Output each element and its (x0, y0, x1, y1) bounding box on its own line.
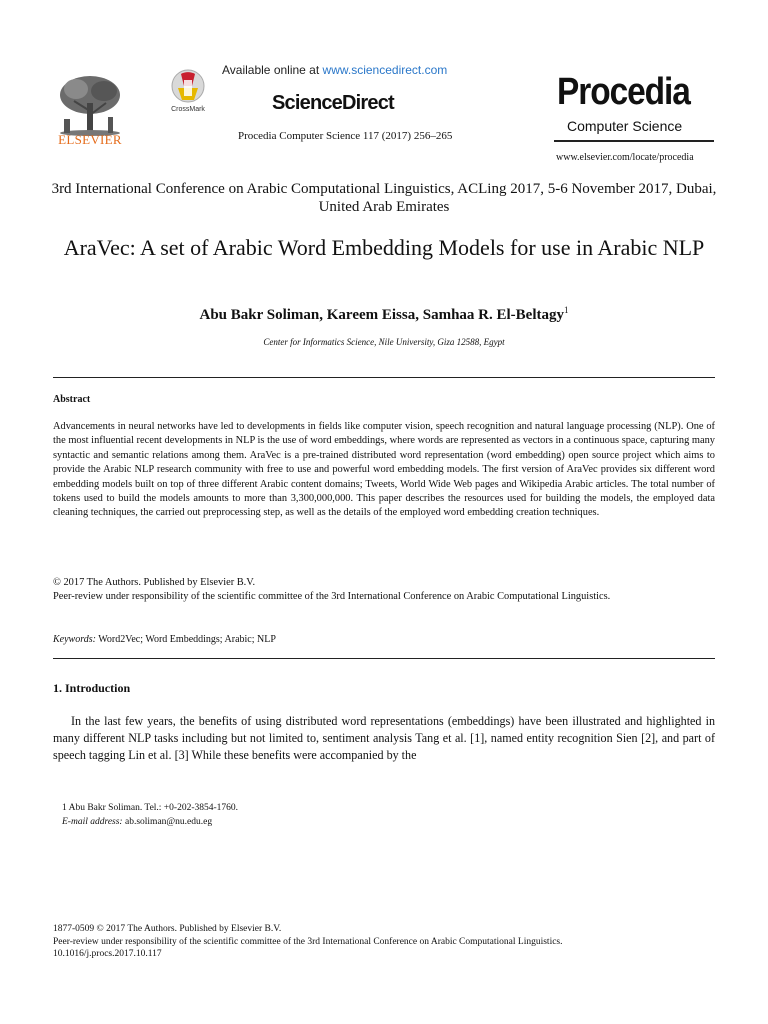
authors-text: Abu Bakr Soliman, Kareem Eissa, Samhaa R. El-Beltagy (199, 307, 564, 323)
email-address[interactable]: ab.soliman@nu.edu.eg (122, 816, 213, 827)
footnote-email-line (62, 816, 238, 830)
journal-logo: Procedia (557, 71, 690, 113)
journal-reference: Procedia Computer Science 117 (2017) 256–265 (238, 130, 453, 142)
available-prefix: Available online at (222, 63, 323, 77)
keywords-list: Word2Vec; Word Embeddings; Arabic; NLP (95, 634, 276, 645)
publisher-name: ELSEVIER (58, 132, 122, 147)
section-heading-introduction: 1. Introduction (53, 681, 131, 695)
platform-name: ScienceDirect (272, 92, 394, 114)
author-list (40, 305, 728, 324)
crossmark-icon (170, 68, 206, 104)
author-affiliation: Center for Informatics Science, Nile University, Giza 12588, Egypt (263, 337, 505, 347)
abstract-heading: Abstract (53, 394, 91, 405)
sciencedirect-link[interactable]: www.sciencedirect.com (322, 63, 448, 77)
author-footnote (62, 802, 238, 829)
footer-issn-line: 1877-0509 © 2017 The Authors. Published by Elsevier B.V. (53, 924, 282, 934)
conference-name: 3rd International Conference on Arabic Computational Linguistics, ACLing 2017, 5-6 November 2017, Dubai, United Arab Emirates (51, 181, 717, 215)
abstract-bottom-rule (53, 658, 715, 659)
keywords-line (53, 634, 276, 645)
journal-logo-rule (554, 140, 714, 142)
available-online-text (222, 63, 447, 77)
introduction-paragraph: In the last few years, the benefits of using distributed word representations (embeddings) have been illustrated and highlighted in many different NLP tasks including but not limited to, sentiment analysis Tang et al. [1], named entity recognition Sien [2], and part of speech tagging Lin et al. [3] While these benefits were accompanied by the (53, 714, 715, 762)
paper-title: AraVec: A set of Arabic Word Embedding Models for use in Arabic NLP (63, 235, 705, 260)
crossmark-label: CrossMark (171, 106, 205, 113)
journal-url[interactable]: www.elsevier.com/locate/procedia (556, 152, 694, 163)
copyright-line: © 2017 The Authors. Published by Elsevier B.V. (53, 577, 256, 588)
copyright-block (53, 576, 715, 605)
peer-review-line: Peer-review under responsibility of the scientific committee of the 3rd International Conference on Arabic Computational Linguistics. (53, 591, 611, 603)
abstract-top-rule (53, 377, 715, 378)
footer-doi[interactable]: 10.1016/j.procs.2017.10.117 (53, 949, 162, 960)
keywords-label: Keywords: (53, 634, 96, 645)
journal-logo-subtitle: Computer Science (567, 118, 683, 134)
abstract-body: Advancements in neural networks have led to developments in fields like computer vision, speech recognition and natural language processing (NLP). One of the most influential recent developments in NLP is the use of word embeddings, where words are represented as vectors in a continuous space, capturing many syntactic and semantic relations among them. AraVec is a pre-trained distributed word representation (word embedding) open source project which aims to provide the Arabic NLP research community with free to use and powerful word embedding models. The first version of AraVec provides six different word embedding models built on top of three different Arabic content domains; Tweets, World Wide Web pages and Wikipedia Arabic articles. The total number of tokens used to build the models amounts to more than 3,300,000,000. This paper describes the resources used for building the models, the employed data cleaning techniques, the carried out preprocessing step, as well as the details of the employed word embedding creation techniques. (53, 421, 715, 519)
email-label: E-mail address: (62, 816, 123, 827)
footnote-contact: 1 Abu Bakr Soliman. Tel.: +0-202-3854-1760. (62, 803, 239, 813)
footer-peer-review: Peer-review under responsibility of the scientific committee of the 3rd International Conference on Arabic Computational Linguistics. (53, 936, 563, 947)
crossmark-badge[interactable] (166, 68, 210, 122)
author-footnote-mark: 1 (563, 305, 569, 315)
page-footer (53, 923, 733, 961)
